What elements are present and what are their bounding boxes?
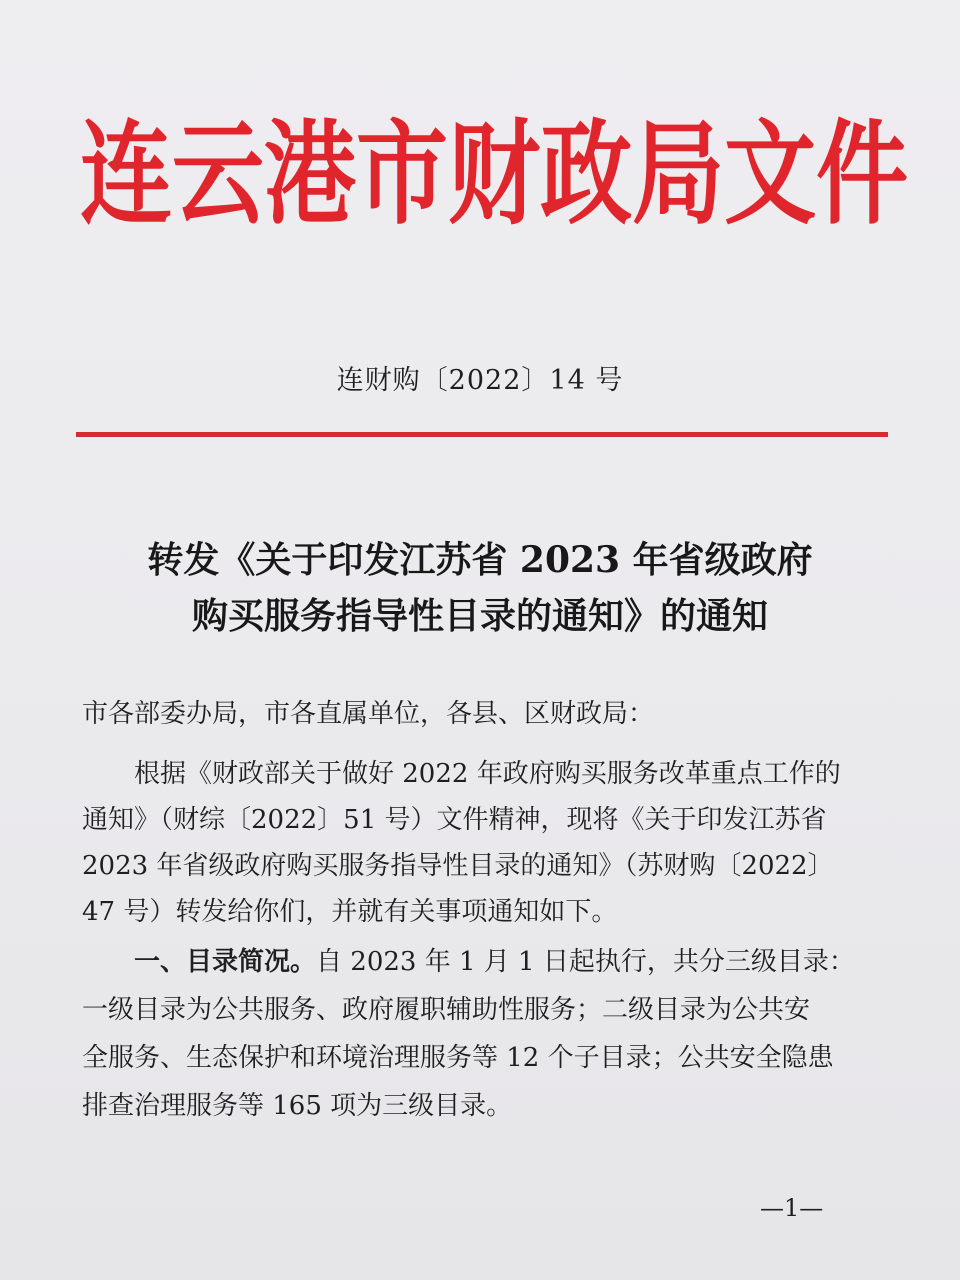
title-line-1: 转发《关于印发江苏省 2023 年省级政府 bbox=[147, 539, 813, 581]
paragraph1-line-1-text: 根据《财政部关于做好 2022 年政府购买服务改革重点工作的 bbox=[134, 759, 841, 789]
section1-line-1 bbox=[134, 941, 882, 978]
section1-line-2: 一级目录为公共服务、政府履职辅助性服务；二级目录为公共安 bbox=[82, 995, 811, 1025]
masthead-char: 连 bbox=[80, 108, 173, 240]
masthead-char: 云 bbox=[172, 108, 265, 240]
masthead-char: 局 bbox=[632, 108, 725, 240]
masthead-char: 件 bbox=[816, 108, 909, 240]
section1-line-3: 全服务、生态保护和环境治理服务等 12 个子目录；公共安全隐患 bbox=[82, 1043, 834, 1073]
section1-heading: 一、目录简况。 bbox=[134, 947, 317, 977]
section1-line-1-text: 自 2023 年 1 月 1 日起执行，共分三级目录： bbox=[316, 947, 855, 977]
masthead-char: 财 bbox=[448, 108, 541, 240]
paragraph1-line-1 bbox=[134, 753, 882, 790]
masthead-char: 政 bbox=[540, 108, 633, 240]
masthead-char: 文 bbox=[724, 108, 817, 240]
masthead-title bbox=[80, 89, 909, 260]
paragraph1-line-4: 47 号）转发给你们，并就有关事项通知如下。 bbox=[82, 897, 618, 927]
document-number: 连财购〔2022〕14 号 bbox=[336, 365, 624, 396]
masthead-char: 港 bbox=[264, 108, 357, 240]
page-number: —1— bbox=[760, 1194, 824, 1222]
salutation: 市各部委办局，市各直属单位，各县、区财政局： bbox=[82, 699, 655, 729]
masthead-char: 市 bbox=[356, 108, 449, 240]
section1-line-4: 排查治理服务等 165 项为三级目录。 bbox=[82, 1091, 513, 1121]
document-title bbox=[0, 532, 960, 644]
paragraph1-line-3: 2023 年省级政府购买服务指导性目录的通知》（苏财购〔2022〕 bbox=[82, 851, 834, 881]
title-line-2: 购买服务指导性目录的通知》的通知 bbox=[191, 595, 768, 637]
paragraph1-line-2: 通知》（财综〔2022〕51 号）文件精神，现将《关于印发江苏省 bbox=[82, 805, 827, 835]
red-separator-line bbox=[76, 432, 888, 437]
